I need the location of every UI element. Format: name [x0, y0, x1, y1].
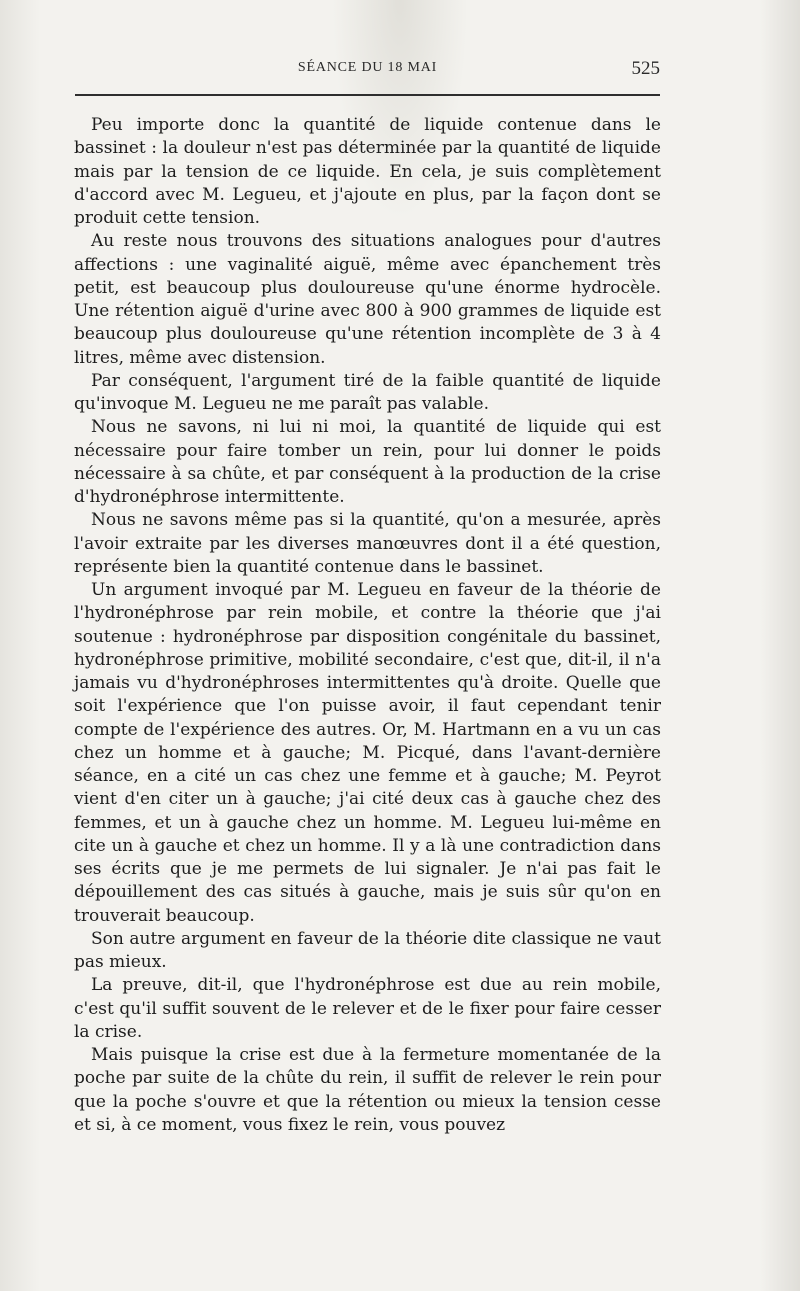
paragraph: Au reste nous trouvons des situations analogues pour d'autres affections : une vaginalité aiguë, même avec épanchement très petit, est beaucoup plus douloureuse qu'une énorme hydrocèle. Une rétention aiguë d'urine avec 800 à 900 grammes de liquide est beaucoup plus douloureuse qu'une rétention incomplète de 3 à 4 litres, même avec distension. [74, 231, 661, 368]
running-title: SÉANCE DU 18 MAI [297, 60, 438, 75]
paragraph: Mais puisque la crise est due à la fermeture momentanée de la poche par suite de la chûte du rein, il suffit de relever le rein pour que la poche s'ouvre et que la rétention ou mieux la tension cesse et si, à ce moment, vous fixez le rein, vous pouvez [74, 1045, 661, 1135]
running-header [75, 58, 660, 88]
paragraph: Son autre argument en faveur de la théorie dite classique ne vaut pas mieux. [74, 928, 661, 972]
paragraph: Nous ne savons, ni lui ni moi, la quantité de liquide qui est nécessaire pour faire tomber un rein, pour lui donner le poids nécessaire à sa chûte, et par conséquent à la production de la crise d'hydronéphrose intermittente. [74, 417, 661, 507]
header-rule [75, 94, 660, 96]
body-text [74, 114, 661, 1137]
paragraph: La preuve, dit-il, que l'hydronéphrose est due au rein mobile, c'est qu'il suffit souvent de le relever et de le fixer pour faire cesser la crise. [74, 975, 661, 1042]
paragraph: Un argument invoqué par M. Legueu en faveur de la théorie de l'hydronéphrose par rein mobile, et contre la théorie que j'ai soutenue : hydronéphrose par disposition congénitale du bassinet, hydronéphrose primitive, mobilité secondaire, c'est que, dit-il, il n'a jamais vu d'hydronéphroses intermittentes qu'à droite. Quelle que soit l'expérience que l'on puisse avoir, il faut cependant tenir compte de l'expérience des autres. Or, M. Hartmann en a vu un cas chez un homme et à gauche; M. Picqué, dans l'avant-dernière séance, en a cité un cas chez une femme et à gauche; M. Peyrot vient d'en citer un à gauche; j'ai cité deux cas à gauche chez des femmes, et un à gauche chez un homme. M. Legueu lui-même en cite un à gauche et chez un homme. Il y a là une contradiction dans ses écrits que je me permets de lui signaler. Je n'ai pas fait le dépouillement des cas situés à gauche, mais je suis sûr qu'on en trouverait beaucoup. [74, 580, 661, 926]
page-number: 525 [631, 58, 660, 79]
paragraph: Nous ne savons même pas si la quantité, qu'on a mesurée, après l'avoir extraite par les diverses manœuvres dont il a été question, représente bien la quantité contenue dans le bassinet. [74, 510, 661, 577]
paragraph: Par conséquent, l'argument tiré de la faible quantité de liquide qu'invoque M. Legueu ne me paraît pas valable. [74, 370, 661, 414]
paragraph: Peu importe donc la quantité de liquide contenue dans le bassinet : la douleur n'est pas déterminée par la quantité de liquide mais par la tension de ce liquide. En cela, je suis complètement d'accord avec M. Legueu, et j'ajoute en plus, par la façon dont se produit cette tension. [74, 115, 661, 228]
